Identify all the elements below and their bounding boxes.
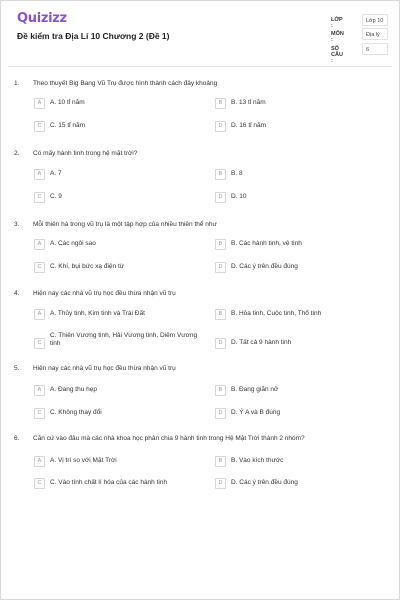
question-number: 6.: [14, 435, 20, 442]
question-text: Căn cứ vào đâu mà các nhà khoa học phân chia 9 hành tinh trong Hệ Mặt Trời thành 2 nhóm?: [33, 435, 305, 442]
option-letter-box: C: [34, 121, 45, 132]
option-letter-box: D: [215, 121, 226, 132]
question-text: Có mấy hành tinh trong hệ mặt trời?: [33, 150, 138, 157]
option-letter-box: A: [34, 239, 45, 250]
worksheet-header: [0, 0, 400, 66]
option-letter-box: C: [34, 478, 45, 489]
class-value: Lớp 10: [362, 14, 388, 26]
option-letter-box: B: [215, 309, 226, 320]
subject-label: MÔN :: [331, 31, 344, 43]
question-text: Theo thuyết Big Bang Vũ Trụ được hình thành cách đây khoảng: [33, 80, 218, 87]
class-label: LỚP :: [331, 17, 343, 29]
option-text: A. Vị trí so với Mặt Trời: [50, 457, 117, 464]
option-letter-box: C: [34, 338, 45, 349]
option-letter-box: B: [215, 239, 226, 250]
option-text: C. Không thay đổi: [50, 409, 102, 416]
option-text: A. Đang thu hẹp: [50, 386, 97, 393]
option-letter-box: A: [34, 98, 45, 109]
option-text: B. Các hành tinh, vệ tinh: [231, 240, 302, 247]
question-number: 3.: [14, 221, 20, 228]
quiz-title: Đề kiểm tra Địa Lí 10 Chương 2 (Đề 1): [17, 31, 170, 41]
option-text: B. Đang giãn nở: [231, 386, 279, 393]
option-text: D. 10: [231, 193, 247, 200]
subject-value: Địa lý: [362, 28, 388, 40]
option-letter-box: A: [34, 385, 45, 396]
question-number: 5.: [14, 365, 20, 372]
option-text: B. 13 tỉ năm: [231, 99, 266, 106]
option-text: C. 15 tỉ năm: [50, 122, 86, 129]
option-text: D. Các ý trên đều đúng: [231, 263, 298, 270]
question-number: 1.: [14, 80, 20, 87]
quizizz-logo: Quizizz: [17, 11, 67, 26]
option-letter-box: B: [215, 385, 226, 396]
option-letter-box: D: [215, 262, 226, 273]
option-text: A. Thủy tinh, Kim tinh và Trái Đất: [50, 310, 145, 317]
option-text: B. 8: [231, 170, 243, 177]
option-text: C. Vào tính chất lí hóa của các hành tinh: [50, 479, 168, 486]
option-letter-box: B: [215, 169, 226, 180]
option-text: C. Khí, bụi bức xạ điện từ: [50, 263, 125, 270]
header-divider: [8, 66, 392, 67]
option-text: B. Vào kích thước: [231, 457, 284, 464]
option-text: D. Tất cả 9 hành tinh: [231, 339, 292, 346]
question-number: 4.: [14, 290, 20, 297]
option-text: D. Các ý trên đều đúng: [231, 479, 298, 486]
option-letter-box: D: [215, 408, 226, 419]
question-text: Mỗi thiên hà trong vũ trụ là một tập hợp của nhiều thiên thể như: [33, 221, 217, 228]
question-number: 2.: [14, 150, 20, 157]
option-text: A. 7: [50, 170, 62, 177]
option-text: D. Ý A và B đúng: [231, 409, 281, 416]
option-letter-box: B: [215, 456, 226, 467]
option-text: B. Hỏa tinh, Cuộc tinh, Thổ tinh: [231, 310, 322, 317]
question-text: Hiện nay các nhà vũ trụ học đều thừa nhận vũ trụ: [33, 365, 176, 372]
option-text: C. 9: [50, 193, 62, 200]
option-letter-box: B: [215, 98, 226, 109]
option-letter-box: D: [215, 478, 226, 489]
option-letter-box: D: [215, 192, 226, 203]
option-text: D. 16 tỉ năm: [231, 122, 267, 129]
question-text: Hiện nay các nhà vũ trụ học đều thừa nhận vũ trụ: [33, 290, 176, 297]
question-count-value: 6: [362, 43, 388, 55]
option-letter-box: D: [215, 338, 226, 349]
option-text: C. Thiên Vương tinh, Hải Vương tinh, Diêm Vương tinh: [50, 332, 198, 347]
option-letter-box: C: [34, 408, 45, 419]
option-letter-box: C: [34, 262, 45, 273]
option-letter-box: C: [34, 192, 45, 203]
option-letter-box: A: [34, 169, 45, 180]
option-text: A. 10 tỉ năm: [50, 99, 85, 106]
option-letter-box: A: [34, 309, 45, 320]
option-text: A. Các ngôi sao: [50, 240, 96, 247]
option-letter-box: A: [34, 456, 45, 467]
question-count-label: SỐ CÂU :: [331, 46, 343, 64]
